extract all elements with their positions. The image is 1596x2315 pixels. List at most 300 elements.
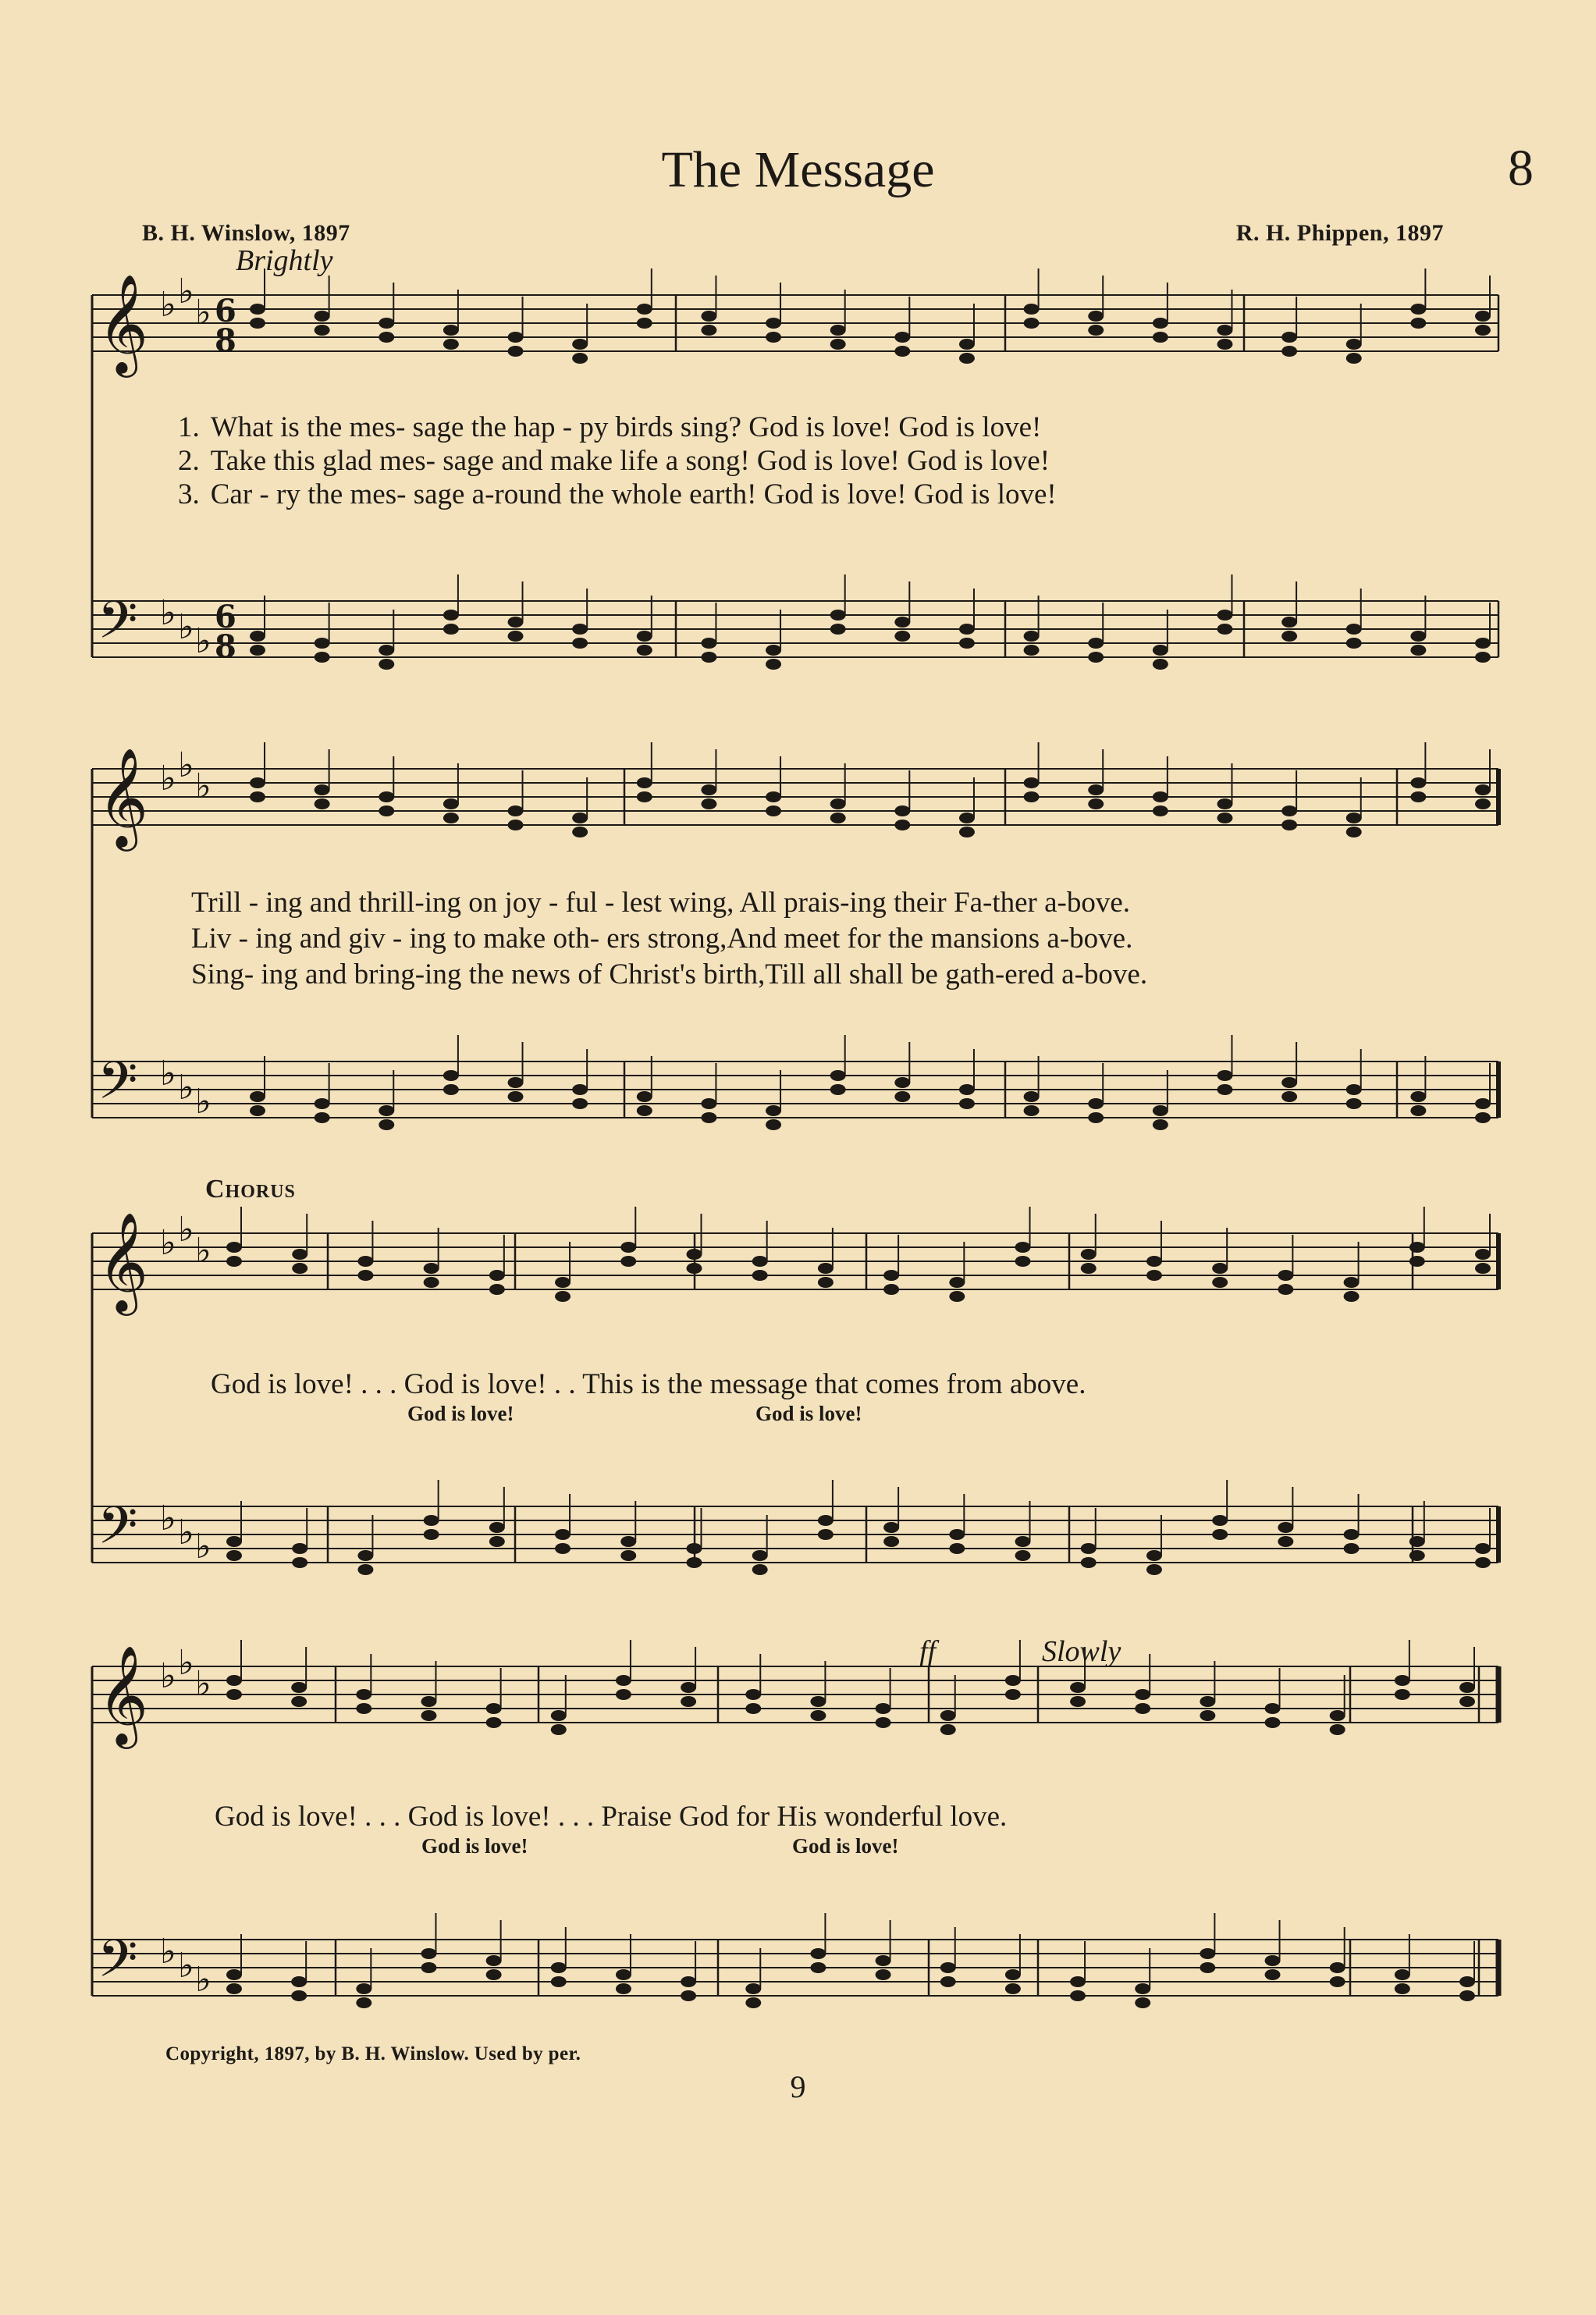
notehead [745, 1689, 761, 1700]
notehead [1346, 813, 1362, 823]
notehead [1200, 1962, 1215, 1973]
svg-text:♭: ♭ [178, 745, 194, 785]
notehead [421, 1710, 436, 1721]
notehead [1070, 1976, 1086, 1987]
notehead [1070, 1990, 1086, 2001]
notehead [1278, 1522, 1293, 1533]
svg-text:♭: ♭ [178, 1068, 194, 1108]
notehead [876, 1703, 891, 1714]
notehead [894, 805, 910, 816]
svg-text:♭: ♭ [160, 1499, 176, 1538]
notehead [1070, 1682, 1086, 1693]
notehead [315, 784, 330, 795]
notehead [1212, 1515, 1228, 1526]
notehead [1146, 1256, 1162, 1267]
notehead [894, 617, 910, 628]
svg-text:♭: ♭ [195, 1664, 211, 1704]
notehead [356, 1997, 371, 2008]
svg-text:♭: ♭ [160, 285, 176, 325]
notehead [818, 1515, 834, 1526]
notehead [959, 827, 975, 837]
notehead [883, 1536, 899, 1547]
notehead [421, 1696, 436, 1707]
notehead [443, 339, 459, 350]
notehead [1217, 1070, 1232, 1081]
svg-text:8: 8 [215, 322, 236, 359]
svg-text:♭: ♭ [178, 272, 194, 311]
notehead [1409, 1550, 1425, 1561]
verse-block-1 [178, 411, 1057, 511]
notehead [250, 645, 265, 656]
notehead [1475, 1249, 1491, 1260]
notehead [250, 1105, 265, 1116]
notehead [1281, 332, 1297, 343]
notehead [572, 339, 588, 350]
notehead [1217, 610, 1232, 621]
notehead [1281, 631, 1297, 642]
notehead [701, 798, 716, 809]
notehead [616, 1969, 631, 1980]
staff-system-3-bass [92, 1506, 1498, 1563]
notehead [1217, 1084, 1232, 1095]
verse-number: 3. [178, 478, 200, 510]
notehead [1212, 1277, 1228, 1288]
svg-text:8: 8 [215, 628, 236, 665]
notehead [883, 1284, 899, 1295]
notehead [701, 784, 716, 795]
notehead [1088, 311, 1104, 322]
svg-text:6: 6 [215, 599, 236, 635]
notehead [1475, 325, 1491, 336]
notehead [1146, 1550, 1162, 1561]
notehead [1088, 784, 1104, 795]
notehead [508, 631, 524, 642]
staff-system-4-treble [92, 1666, 1498, 1723]
notehead [379, 332, 394, 343]
notehead [810, 1710, 826, 1721]
notehead [1278, 1270, 1293, 1281]
notehead [894, 1077, 910, 1088]
verse-text: Car - ry the mes- sage a-round the whole earth! God is love! God is love! [210, 478, 1057, 510]
notehead [810, 1696, 826, 1707]
notehead [379, 791, 394, 802]
notehead [1153, 791, 1168, 802]
notehead [1409, 1256, 1425, 1267]
notehead [424, 1277, 439, 1288]
hymn-number: 8 [1508, 140, 1534, 197]
notehead [830, 1084, 846, 1095]
svg-text:𝄞: 𝄞 [98, 1645, 149, 1744]
notehead [616, 1689, 631, 1700]
notehead [250, 631, 265, 642]
svg-text:𝄢: 𝄢 [98, 1495, 138, 1568]
notehead [681, 1990, 696, 2001]
tempo-marking-slowly: Slowly [1042, 1635, 1121, 1668]
notehead [572, 353, 588, 364]
notehead [818, 1529, 834, 1540]
notehead [620, 1256, 636, 1267]
chorus-alto-1a: God is love! [407, 1402, 514, 1425]
notehead [616, 1675, 631, 1686]
notehead [940, 1976, 956, 1987]
notehead [940, 1724, 956, 1735]
verse-3-line-2: Sing- ing and bring-ing the news of Christ's birth,Till all shall be gath-ered a-bove. [191, 958, 1148, 990]
notehead [616, 1983, 631, 1994]
notehead [1135, 1689, 1150, 1700]
notehead [1410, 777, 1426, 788]
notehead [1200, 1948, 1215, 1959]
svg-text:𝄞: 𝄞 [98, 747, 149, 847]
notehead [489, 1284, 505, 1295]
notehead [1459, 1990, 1475, 2001]
verse-3-line [178, 478, 1057, 511]
notehead [572, 827, 588, 837]
notehead [1015, 1550, 1031, 1561]
notehead [508, 1077, 524, 1088]
chorus-alto-2b: God is love! [792, 1834, 899, 1858]
notehead [555, 1277, 571, 1288]
notehead [637, 1105, 652, 1116]
notehead [1081, 1557, 1097, 1568]
notehead [1024, 1105, 1040, 1116]
svg-text:♭: ♭ [195, 1231, 211, 1271]
notehead [226, 1242, 242, 1253]
notehead [1346, 827, 1362, 837]
notehead [876, 1969, 891, 1980]
verse-block-2 [191, 885, 1147, 993]
notehead [1024, 777, 1040, 788]
svg-text:♭: ♭ [195, 293, 211, 332]
notehead [894, 820, 910, 830]
notehead [637, 631, 652, 642]
svg-text:♭: ♭ [178, 1513, 194, 1552]
notehead [1146, 1270, 1162, 1281]
notehead [1135, 1983, 1150, 1994]
notehead [1281, 617, 1297, 628]
verse-2-line [178, 444, 1057, 478]
verse-1-line-2: Trill - ing and thrill-ing on joy - ful - lest wing, All prais-ing their Fa-ther a-bove. [191, 887, 1131, 919]
notehead [443, 813, 459, 823]
notehead [1015, 1242, 1031, 1253]
svg-text:♭: ♭ [178, 1946, 194, 1986]
notehead [1281, 346, 1297, 357]
notehead [959, 353, 975, 364]
notehead [226, 1969, 242, 1980]
notehead [356, 1703, 371, 1714]
notehead [315, 311, 330, 322]
bass-clef-icon: 𝄢 [98, 590, 138, 663]
notehead [1217, 798, 1232, 809]
notehead [766, 805, 781, 816]
notehead [1475, 1098, 1491, 1109]
notehead [766, 1105, 781, 1116]
notehead [1475, 798, 1491, 809]
notehead [292, 1557, 307, 1568]
notehead [766, 1119, 781, 1130]
notehead [1135, 1703, 1150, 1714]
notehead [1281, 1091, 1297, 1102]
notehead [1395, 1969, 1410, 1980]
notehead [292, 1543, 307, 1554]
notehead [1475, 311, 1491, 322]
notehead [551, 1976, 567, 1987]
notehead [830, 798, 846, 809]
notehead [1081, 1249, 1097, 1260]
notehead [508, 617, 524, 628]
notehead [291, 1976, 307, 1987]
notehead [357, 1270, 373, 1281]
notehead [949, 1291, 965, 1302]
notehead [1330, 1976, 1345, 1987]
notehead [894, 1091, 910, 1102]
notehead [508, 805, 524, 816]
notehead [379, 318, 394, 329]
notehead [424, 1515, 439, 1526]
notehead [292, 1249, 307, 1260]
staff-system-4-bass [92, 1940, 1498, 1996]
notehead [1081, 1543, 1097, 1554]
notehead [637, 777, 652, 788]
notehead [959, 813, 975, 823]
notehead [686, 1557, 702, 1568]
notehead [818, 1277, 834, 1288]
notehead [1015, 1256, 1031, 1267]
notehead [766, 645, 781, 656]
notehead [1081, 1263, 1097, 1274]
notehead [959, 1098, 975, 1109]
notehead [752, 1550, 768, 1561]
chorus-line-1: God is love! . . . God is love! . . This is the message that comes from above. [211, 1368, 1086, 1400]
notehead [1330, 1962, 1345, 1973]
notehead [752, 1564, 768, 1575]
svg-text:𝄞: 𝄞 [98, 1211, 149, 1311]
notehead [1153, 1119, 1168, 1130]
svg-text:♭: ♭ [160, 1656, 176, 1696]
svg-text:♭: ♭ [160, 593, 176, 633]
notehead [315, 638, 330, 649]
notehead [830, 339, 846, 350]
notehead [883, 1270, 899, 1281]
notehead [315, 1112, 330, 1123]
notehead [1153, 805, 1168, 816]
notehead [876, 1717, 891, 1728]
notehead [572, 624, 588, 635]
notehead [551, 1962, 567, 1973]
verse-text: Take this glad mes- sage and make life a song! God is love! God is love! [210, 445, 1050, 477]
notehead [940, 1962, 956, 1973]
notehead [1015, 1536, 1031, 1547]
notehead [701, 638, 716, 649]
notehead [315, 1098, 330, 1109]
notehead [1459, 1696, 1475, 1707]
svg-text:♭: ♭ [160, 759, 176, 798]
notehead [315, 325, 330, 336]
notehead [250, 304, 265, 315]
notehead [291, 1682, 307, 1693]
notehead [1344, 1277, 1360, 1288]
notehead [620, 1242, 636, 1253]
notehead [1395, 1983, 1410, 1994]
notehead [1153, 1105, 1168, 1116]
notehead [226, 1983, 242, 1994]
page-number: 9 [790, 2069, 806, 2104]
notehead [315, 652, 330, 663]
notehead [443, 1070, 459, 1081]
notehead [1346, 353, 1362, 364]
notehead [292, 1263, 307, 1274]
notehead [1088, 1098, 1104, 1109]
notehead [572, 638, 588, 649]
notehead [1459, 1682, 1475, 1693]
notehead [486, 1969, 502, 1980]
notehead [745, 1983, 761, 1994]
staff-system-1-treble [92, 295, 1498, 351]
staff-system-2-bass [92, 1061, 1498, 1118]
svg-text:♭: ♭ [195, 1527, 211, 1566]
svg-text:♭: ♭ [178, 1643, 194, 1683]
notehead [949, 1543, 965, 1554]
notehead [686, 1543, 702, 1554]
notehead [1005, 1983, 1021, 1994]
notehead [894, 332, 910, 343]
notehead [1409, 1242, 1425, 1253]
notehead [637, 645, 652, 656]
notehead [745, 1997, 761, 2008]
notehead [424, 1263, 439, 1274]
notehead [1024, 631, 1040, 642]
verse-text: What is the mes- sage the hap - py birds sing? God is love! God is love! [210, 411, 1042, 443]
notehead [291, 1990, 307, 2001]
notehead [894, 631, 910, 642]
hymn-title: The Message [661, 141, 935, 198]
notehead [1344, 1543, 1360, 1554]
notehead [1265, 1717, 1281, 1728]
notehead [701, 1112, 716, 1123]
notehead [486, 1717, 502, 1728]
notehead [555, 1291, 571, 1302]
notehead [443, 798, 459, 809]
notehead [830, 1070, 846, 1081]
notehead [421, 1962, 436, 1973]
notehead [1088, 638, 1104, 649]
notehead [1410, 631, 1426, 642]
notehead [1217, 813, 1232, 823]
notehead [508, 332, 524, 343]
notehead [810, 1962, 826, 1973]
notehead [1153, 659, 1168, 670]
tempo-marking-brightly: Brightly [236, 244, 333, 277]
notehead [356, 1983, 371, 1994]
music-credit: R. H. Phippen, 1897 [1235, 220, 1444, 246]
notehead [356, 1689, 371, 1700]
notehead [1212, 1263, 1228, 1274]
notehead [830, 624, 846, 635]
svg-text:♭: ♭ [195, 621, 211, 661]
notehead [508, 820, 524, 830]
notehead [1330, 1724, 1345, 1735]
notehead [226, 1256, 242, 1267]
notehead [745, 1703, 761, 1714]
notehead [1409, 1536, 1425, 1547]
notehead [894, 346, 910, 357]
notehead [949, 1277, 965, 1288]
notehead [1346, 1098, 1362, 1109]
notehead [1344, 1529, 1360, 1540]
notehead [424, 1529, 439, 1540]
notehead [508, 1091, 524, 1102]
words-credit: B. H. Winslow, 1897 [142, 220, 350, 246]
notehead [1088, 798, 1104, 809]
notehead [1024, 791, 1040, 802]
notehead [1410, 645, 1426, 656]
notehead [226, 1536, 242, 1547]
notehead [315, 798, 330, 809]
notehead [752, 1270, 768, 1281]
notehead [443, 1084, 459, 1095]
svg-text:♭: ♭ [195, 1960, 211, 2000]
notehead [637, 1091, 652, 1102]
chorus-line-2: God is love! . . . God is love! . . . Praise God for His wonderful love. [215, 1801, 1008, 1833]
notehead [1475, 1557, 1491, 1568]
notehead [1281, 1077, 1297, 1088]
verse-number: 2. [178, 445, 200, 477]
notehead [1024, 1091, 1040, 1102]
chorus-label: Chorus [205, 1175, 296, 1204]
notehead [959, 638, 975, 649]
staff-system-3-treble [92, 1233, 1498, 1289]
notehead [572, 1098, 588, 1109]
notehead [701, 652, 716, 663]
notehead [1265, 1703, 1281, 1714]
notehead [681, 1976, 696, 1987]
chorus-alto-2a: God is love! [421, 1834, 528, 1858]
notehead [379, 805, 394, 816]
notehead [620, 1550, 636, 1561]
notehead [1005, 1969, 1021, 1980]
notehead [1475, 784, 1491, 795]
svg-text:♭: ♭ [178, 607, 194, 647]
notehead [1410, 1105, 1426, 1116]
notehead [555, 1543, 571, 1554]
notehead [810, 1948, 826, 1959]
svg-text:♭: ♭ [160, 1054, 176, 1093]
notehead [1475, 638, 1491, 649]
copyright-notice: Copyright, 1897, by B. H. Winslow. Used by per. [165, 2043, 581, 2064]
notehead [1088, 1112, 1104, 1123]
notehead [637, 304, 652, 315]
svg-text:6: 6 [215, 293, 236, 329]
svg-text:♭: ♭ [195, 1082, 211, 1122]
notehead [620, 1536, 636, 1547]
notehead [1024, 304, 1040, 315]
notehead [1005, 1689, 1021, 1700]
notehead [940, 1710, 956, 1721]
notehead [1281, 820, 1297, 830]
notehead [489, 1536, 505, 1547]
notehead [555, 1529, 571, 1540]
notehead [1265, 1969, 1281, 1980]
notehead [830, 325, 846, 336]
dynamic-ff: ff [919, 1635, 937, 1668]
notehead [291, 1696, 307, 1707]
svg-text:𝄢: 𝄢 [98, 1051, 138, 1123]
notehead [959, 1084, 975, 1095]
notehead [1153, 318, 1168, 329]
notehead [421, 1948, 436, 1959]
notehead [1200, 1710, 1215, 1721]
notehead [830, 813, 846, 823]
notehead [1410, 1091, 1426, 1102]
